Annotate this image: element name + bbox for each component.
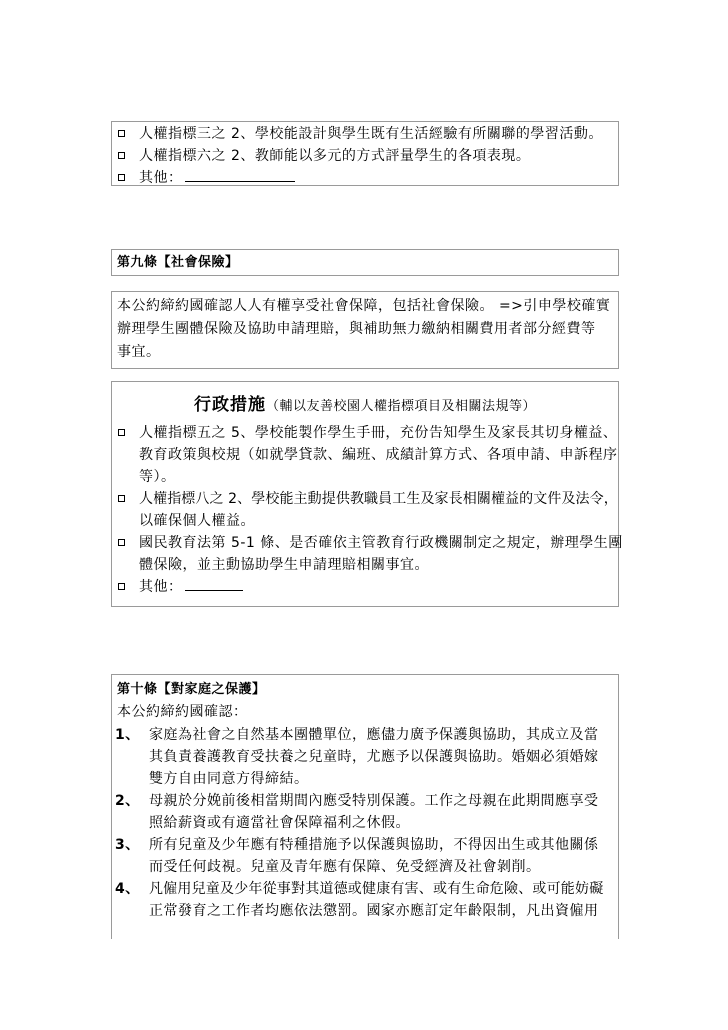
article9-line: 事宜。	[117, 344, 161, 360]
article10-item-line: 正常發育之工作者均應依法懲罰。國家亦應訂定年齡限制，凡出資僱用	[149, 903, 599, 919]
item-number: 1、	[115, 727, 140, 743]
article10-heading: 第十條【對家庭之保護】	[117, 682, 266, 697]
other-label: 其他：	[139, 579, 183, 595]
admin-title: 行政措施	[193, 395, 266, 415]
admin-item	[112, 488, 618, 532]
other-blank-line[interactable]	[185, 576, 243, 591]
checklist-item	[112, 145, 618, 167]
admin-subtitle: （輔以友善校園人權指標項目及相關法規等）	[265, 399, 536, 414]
article9-heading: 第九條【社會保險】	[117, 255, 239, 270]
admin-item-other	[112, 576, 618, 598]
admin-item-line: 等）。	[139, 469, 176, 485]
checkbox[interactable]	[118, 495, 125, 502]
item-number: 4、	[115, 881, 140, 897]
article10-item	[112, 834, 618, 878]
item-number: 3、	[115, 837, 140, 853]
admin-item	[112, 422, 618, 488]
admin-measures-box	[111, 381, 623, 607]
checklist-item-label: 人權指標六之 2、教師能以多元的方式評量學生的各項表現。	[139, 148, 531, 164]
admin-item-line: 體保險，並主動協助學生申請理賠相關事宜。	[139, 557, 429, 573]
checkbox[interactable]	[118, 429, 125, 436]
admin-item-line: 教育政策與校規（如就學貸款、編班、成績計算方式、各項申請、申訴程序	[139, 447, 618, 463]
article10-item-line: 家庭為社會之自然基本團體單位，應儘力廣予保護與協助，其成立及當	[149, 727, 599, 743]
article10-item-line: 所有兒童及少年應有特種措施予以保護與協助，不得因出生或其他關係	[149, 837, 599, 853]
article9-line: 本公約締約國確認人人有權享受社會保障，包括社會保險。 =>引申學校確實	[117, 298, 611, 314]
article10-item-line: 其負責養護教育受扶養之兒童時，尤應予以保護與協助。婚姻必須婚嫁	[149, 749, 599, 765]
checkbox[interactable]	[118, 130, 125, 137]
admin-item	[112, 532, 623, 576]
top-checklist-box	[111, 121, 619, 186]
checkbox[interactable]	[118, 174, 125, 181]
article10-item-line: 而受任何歧視。兒童及青年應有保障、免受經濟及社會剝削。	[149, 859, 541, 875]
item-number: 2、	[115, 793, 140, 809]
other-label: 其他：	[139, 170, 183, 186]
checklist-item-label: 人權指標三之 2、學校能設計與學生既有生活經驗有所關聯的學習活動。	[139, 126, 603, 142]
article10-item	[112, 878, 618, 922]
article10-box	[111, 674, 619, 939]
article9-body-box	[111, 291, 619, 369]
admin-item-line: 人權指標五之 5、學校能製作學生手冊，充份告知學生及家長其切身權益、	[139, 425, 618, 441]
article9-heading-box	[111, 249, 619, 276]
admin-item-line: 國民教育法第 5-1 條、是否確依主管教育行政機關制定之規定，辦理學生團	[139, 535, 623, 551]
article10-item-line: 母親於分娩前後相當期間內應受特別保護。工作之母親在此期間應享受	[149, 793, 599, 809]
checkbox[interactable]	[118, 539, 125, 546]
article10-item-line: 照給薪資或有適當社會保障福利之休假。	[149, 815, 410, 831]
admin-item-line: 人權指標八之 2、學校能主動提供教職員工生及家長相關權益的文件及法令，	[139, 491, 618, 507]
article10-item-line: 凡僱用兒童及少年從事對其道德或健康有害、或有生命危險、或可能妨礙	[149, 881, 604, 897]
checklist-item	[112, 123, 618, 145]
checkbox[interactable]	[118, 583, 125, 590]
admin-item-line: 以確保個人權益。	[139, 513, 255, 529]
article10-item	[112, 724, 618, 790]
other-blank-line[interactable]	[185, 167, 295, 182]
article10-item-line: 雙方自由同意方得締結。	[149, 771, 309, 787]
checkbox[interactable]	[118, 152, 125, 159]
checklist-item-other	[112, 167, 618, 189]
article9-line: 辦理學生團體保險及協助申請理賠，與補助無力繳納相關費用者部分經費等	[117, 321, 596, 337]
admin-title-row	[112, 382, 618, 422]
article10-item	[112, 790, 618, 834]
article10-intro: 本公約締約國確認：	[117, 704, 248, 720]
